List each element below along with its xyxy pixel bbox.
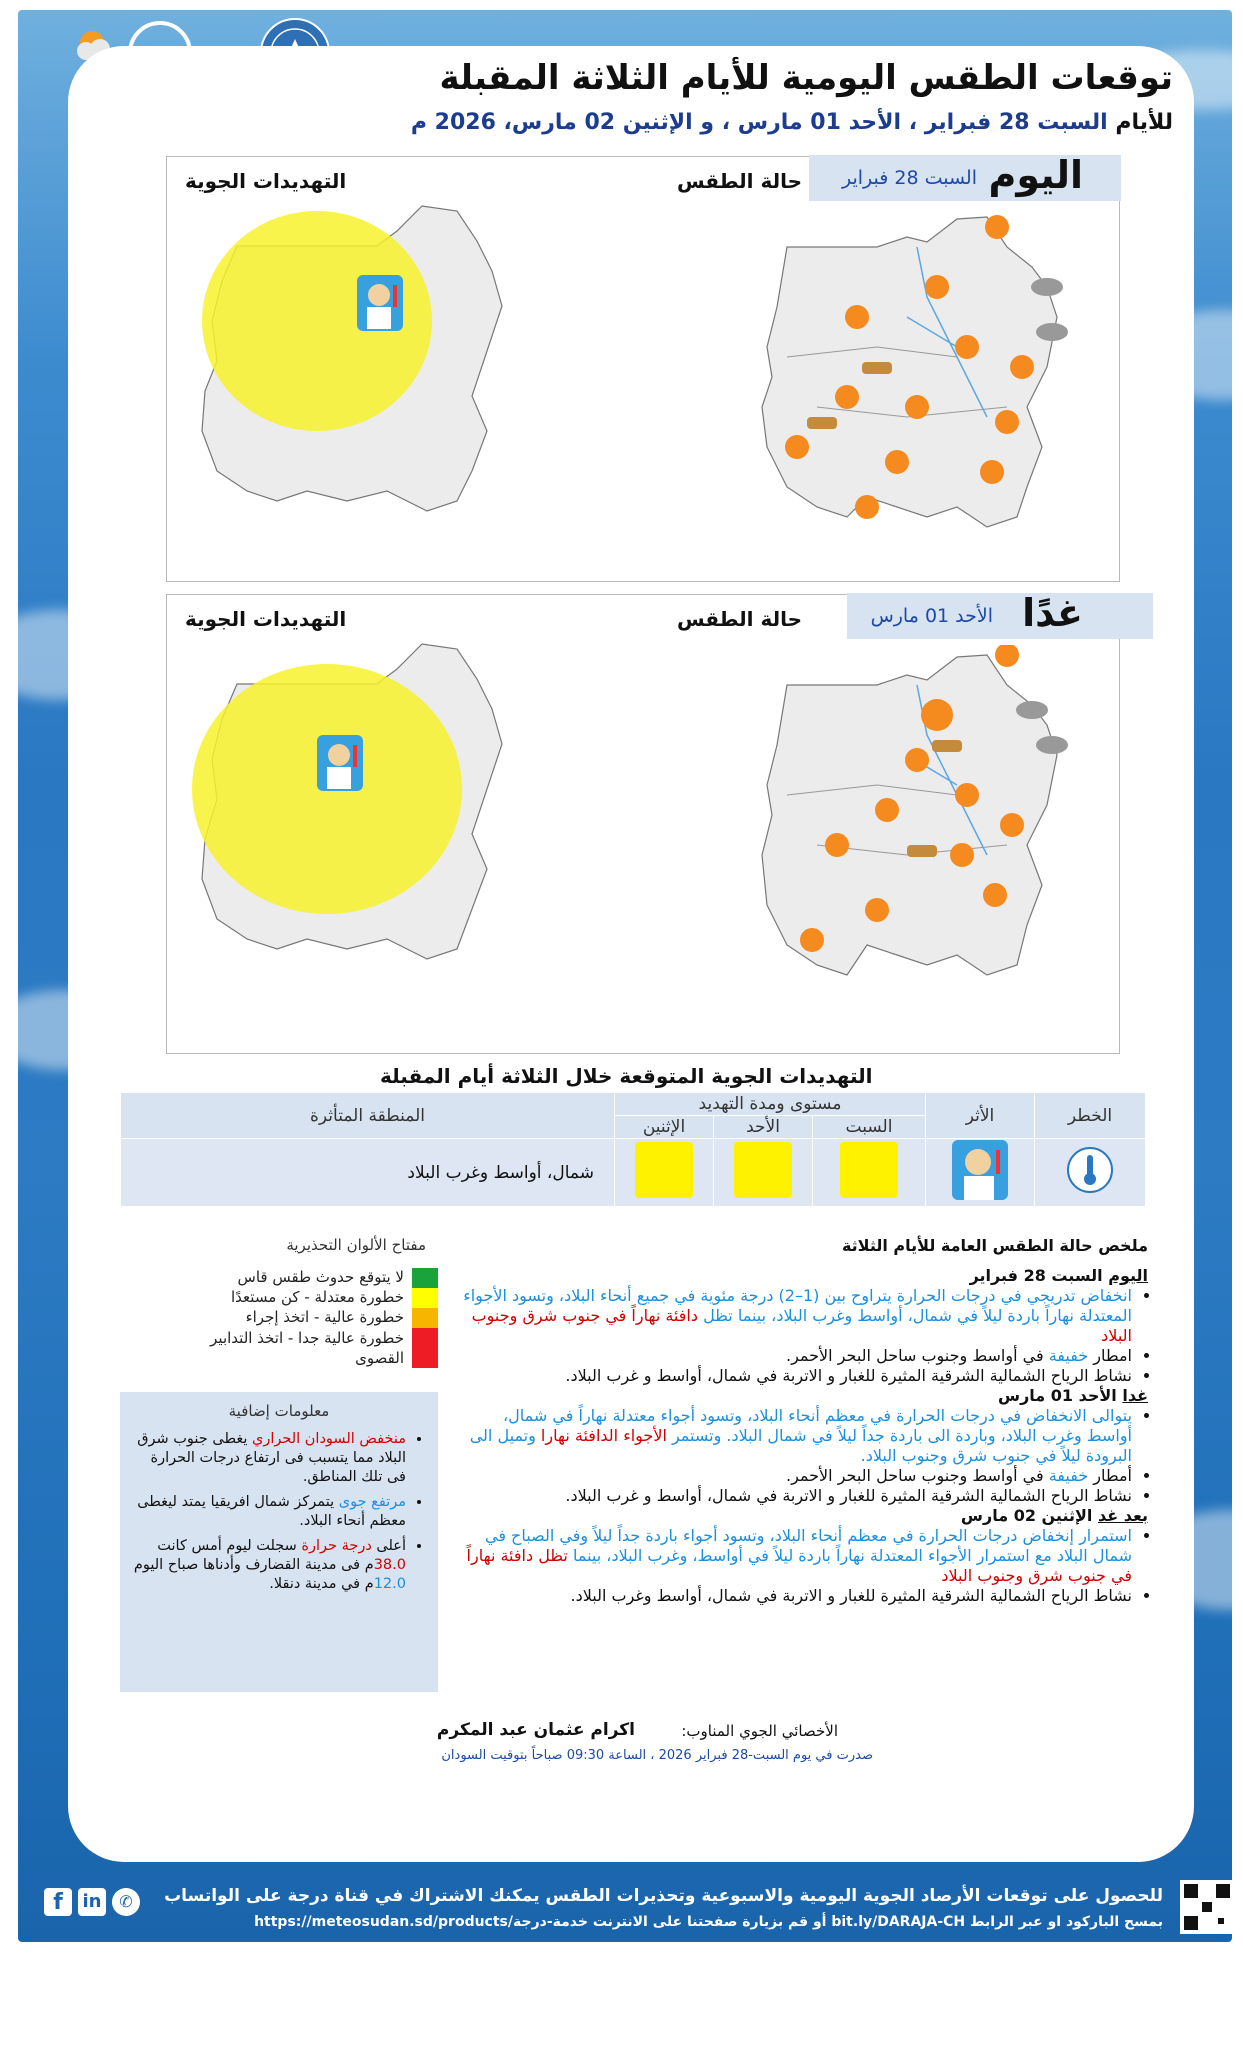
today-sun-icons xyxy=(757,207,1097,587)
info-bullet: • مرتفع جوى يتمركز شمال افريقيا يمتد ليغطى معظم أنحاء البلاد. xyxy=(132,1493,406,1531)
sun-icon xyxy=(785,435,809,459)
weather-summary xyxy=(458,1236,1148,1606)
moderate-level-marker xyxy=(840,1142,898,1198)
footer-line1: للحصول على توقعات الأرصاد الجوية اليومية والاسبوعية وتحذيرات الطقس يمكنك الاشتراك في قناة درجة على الواتساب xyxy=(164,1886,1163,1906)
legend-swatch xyxy=(412,1328,438,1368)
sun-icon xyxy=(1010,355,1034,379)
summary-bullet: • استمرار إنخفاض درجات الحرارة في معظم أنحاء البلاد، وتسود أجواء باردة جداً ليلاً وفي الصباح في شمال البلاد مع استمرار الأجواء المعتدلة نهاراً باردة ليلاً في أواسط، وغرب البلاد، بينما تظل دافئة نهاراً في جنوب شرق وجنوب البلاد xyxy=(458,1526,1132,1586)
summary-title: ملخص حالة الطقس العامة للأيام الثلاثة xyxy=(841,1236,1148,1255)
hot-person-icon xyxy=(357,275,403,331)
summary-bullet: • نشاط الرياح الشمالية الشرقية المثيرة للغبار و الاتربة في شمال، أواسط وغرب البلاد. xyxy=(458,1586,1132,1606)
sun-icon xyxy=(855,495,879,519)
color-legend xyxy=(120,1236,438,1254)
social-icons xyxy=(44,1888,164,1918)
col-area: المنطقة المتأثرة xyxy=(121,1093,615,1139)
summary-bullet: • أمطار خفيفة في أواسط وجنوب ساحل البحر الأحمر. xyxy=(458,1466,1132,1486)
sun-icon xyxy=(955,335,979,359)
dust-icon xyxy=(862,362,892,374)
threat-table xyxy=(120,1092,1146,1207)
sun-icon xyxy=(955,783,979,807)
subtitle-prefix: للأيام xyxy=(1115,110,1173,135)
page-title: توقعات الطقس اليومية للأيام الثلاثة المقبلة xyxy=(439,58,1173,98)
sun-icon xyxy=(921,699,953,731)
sun-icon xyxy=(885,450,909,474)
summary-bullet: • امطار خفيفة في أواسط وجنوب ساحل البحر الأحمر. xyxy=(458,1346,1132,1366)
legend-swatch xyxy=(412,1308,438,1328)
legend-title: مفتاح الألوان التحذيرية xyxy=(286,1236,426,1254)
tomorrow-threats-label: التهديدات الجوية xyxy=(185,607,347,631)
forecaster-role: الأخصائي الجوي المناوب: xyxy=(681,1722,838,1740)
col-sun: الأحد xyxy=(714,1116,813,1139)
sun-icon xyxy=(905,748,929,772)
sun-icon xyxy=(983,883,1007,907)
col-hazard: الخطر xyxy=(1035,1093,1146,1139)
today-header xyxy=(809,155,1121,201)
cloud-icon xyxy=(1031,278,1063,296)
dust-icon xyxy=(907,845,937,857)
legend-swatch xyxy=(412,1288,438,1308)
cloud-icon xyxy=(1036,736,1068,754)
facebook-icon[interactable]: f xyxy=(44,1888,72,1916)
hot-person-icon xyxy=(317,735,363,791)
moderate-level-marker xyxy=(734,1142,792,1198)
level-sun xyxy=(714,1139,813,1207)
dust-icon xyxy=(807,417,837,429)
summary-bullet: • انخفاض تدريجي في درجات الحرارة يتراوح بين (1–2) درجة مئوية في جميع أنحاء البلاد، وتسود الأجواء المعتدلة نهاراً باردة ليلاً في شمال، أواسط وغرب البلاد، بينما تظل دافئة نهاراً في جنوب شرق وجنوب البلاد xyxy=(458,1286,1132,1346)
sun-icon xyxy=(825,833,849,857)
tomorrow-header xyxy=(847,593,1153,639)
sun-icon xyxy=(1000,813,1024,837)
summary-bullet: • نشاط الرياح الشمالية الشرقية المثيرة للغبار و الاتربة في شمال، أواسط و غرب البلاد. xyxy=(458,1486,1132,1506)
legend-item: خطورة عالية جدا - اتخذ التدابير القصوى xyxy=(120,1328,438,1368)
legend-item: لا يتوقع حدوث طقس قاس xyxy=(120,1268,438,1288)
sun-icon xyxy=(905,395,929,419)
sun-icon xyxy=(995,645,1019,667)
legend-swatch xyxy=(412,1268,438,1288)
today-threats-map xyxy=(197,201,557,571)
additional-info-box xyxy=(120,1392,438,1692)
level-sat xyxy=(813,1139,926,1207)
tomorrow-weather-label: حالة الطقس xyxy=(677,607,803,631)
today-threats-label: التهديدات الجوية xyxy=(185,169,347,193)
thermometer-icon xyxy=(1065,1145,1115,1195)
page-subtitle xyxy=(411,110,1173,135)
info-text xyxy=(132,1430,422,1594)
info-bullet: • أعلى درجة حرارة سجلت ليوم أمس كانت 38.0م فى مدينة القضارف وأدناها صباح اليوم 12.0م في مدينة دنقلا. xyxy=(132,1537,406,1594)
sun-icon xyxy=(875,798,899,822)
effect-cell xyxy=(926,1139,1035,1207)
summary-day3-heading: بعد غد الإثنين 02 مارس xyxy=(960,1506,1148,1525)
today-word: اليوم xyxy=(988,153,1083,197)
today-panel xyxy=(166,153,1120,582)
sun-icon xyxy=(800,928,824,952)
legend-item: خطورة عالية - اتخذ إجراء xyxy=(120,1308,438,1328)
linkedin-icon[interactable]: in xyxy=(78,1888,106,1916)
tomorrow-sun-icons xyxy=(757,645,1097,1045)
today-weather-label: حالة الطقس xyxy=(677,169,803,193)
dust-icon xyxy=(932,740,962,752)
sun-icon xyxy=(950,843,974,867)
sun-icon xyxy=(925,275,949,299)
moderate-level-marker xyxy=(635,1142,693,1198)
legend-items xyxy=(120,1268,438,1378)
col-mon: الإثنين xyxy=(615,1116,714,1139)
threat-table-caption: التهديدات الجوية المتوقعة خلال الثلاثة أيام المقبلة xyxy=(380,1064,873,1088)
sun-icon xyxy=(995,410,1019,434)
sun-icon xyxy=(980,460,1004,484)
col-effect: الأثر xyxy=(926,1093,1035,1139)
sun-icon xyxy=(865,898,889,922)
sun-icon xyxy=(845,305,869,329)
forecaster-name: اكرام عثمان عبد المكرم xyxy=(436,1720,635,1740)
col-level: مستوى ومدة التهديد xyxy=(615,1093,926,1116)
cloud-icon xyxy=(1036,323,1068,341)
tomorrow-threats-map xyxy=(177,639,557,1039)
summary-day2-heading: غدا الأحد 01 مارس xyxy=(997,1386,1148,1405)
tomorrow-panel xyxy=(166,591,1120,1054)
summary-day1-heading: اليوم السبت 28 فبراير xyxy=(969,1266,1148,1285)
cloud-icon xyxy=(1016,701,1048,719)
info-title: معلومات إضافية xyxy=(228,1402,330,1420)
col-sat: السبت xyxy=(813,1116,926,1139)
issued-time: صدرت في يوم السبت-28 فبراير 2026 ، الساعة 09:30 صباحاً بتوقيت السودان xyxy=(441,1748,873,1763)
info-bullet: • منخفض السودان الحراري يغطى جنوب شرق البلاد مما يتسبب فى ارتفاع درجات الحرارة فى تلك المناطق. xyxy=(132,1430,406,1487)
level-mon xyxy=(615,1139,714,1207)
sun-icon xyxy=(985,215,1009,239)
summary-bullet: • نشاط الرياح الشمالية الشرقية المثيرة للغبار و الاتربة في شمال، أواسط و غرب البلاد. xyxy=(458,1366,1132,1386)
summary-bullet: • يتوالى الانخفاض في درجات الحرارة في معظم أنحاء البلاد، وتسود أجواء معتدلة نهاراً في شمال، أواسط وغرب البلاد، وباردة الى باردة جداً ليلاً في شمال البلاد. وتستمر الأجواء الدافئة نهارا وتميل الى البرودة ليلاً في جنوب شرق وجنوب البلاد. xyxy=(458,1406,1132,1466)
footer-line2[interactable]: بمسح الباركود او عبر الرابط bit.ly/DARAJA-CH أو قم بزيارة صفحتنا على الانترنت خدمة-درجة/https://meteosudan.sd/products xyxy=(254,1914,1163,1930)
tomorrow-word: غدًا xyxy=(1022,591,1083,635)
subtitle-days: السبت 28 فبراير ، الأحد 01 مارس ، و الإثنين 02 مارس، 2026 م xyxy=(410,110,1108,135)
tomorrow-date: الأحد 01 مارس xyxy=(870,605,993,627)
sun-icon xyxy=(835,385,859,409)
qr-code[interactable] xyxy=(1180,1880,1234,1934)
today-date: السبت 28 فبراير xyxy=(841,167,977,189)
legend-item: خطورة معتدلة - كن مستعدًا xyxy=(120,1288,438,1308)
hot-person-icon xyxy=(952,1140,1008,1200)
hazard-cell xyxy=(1035,1139,1146,1207)
affected-area: شمال، أواسط وغرب البلاد xyxy=(121,1139,615,1207)
whatsapp-icon[interactable]: ✆ xyxy=(112,1888,140,1916)
